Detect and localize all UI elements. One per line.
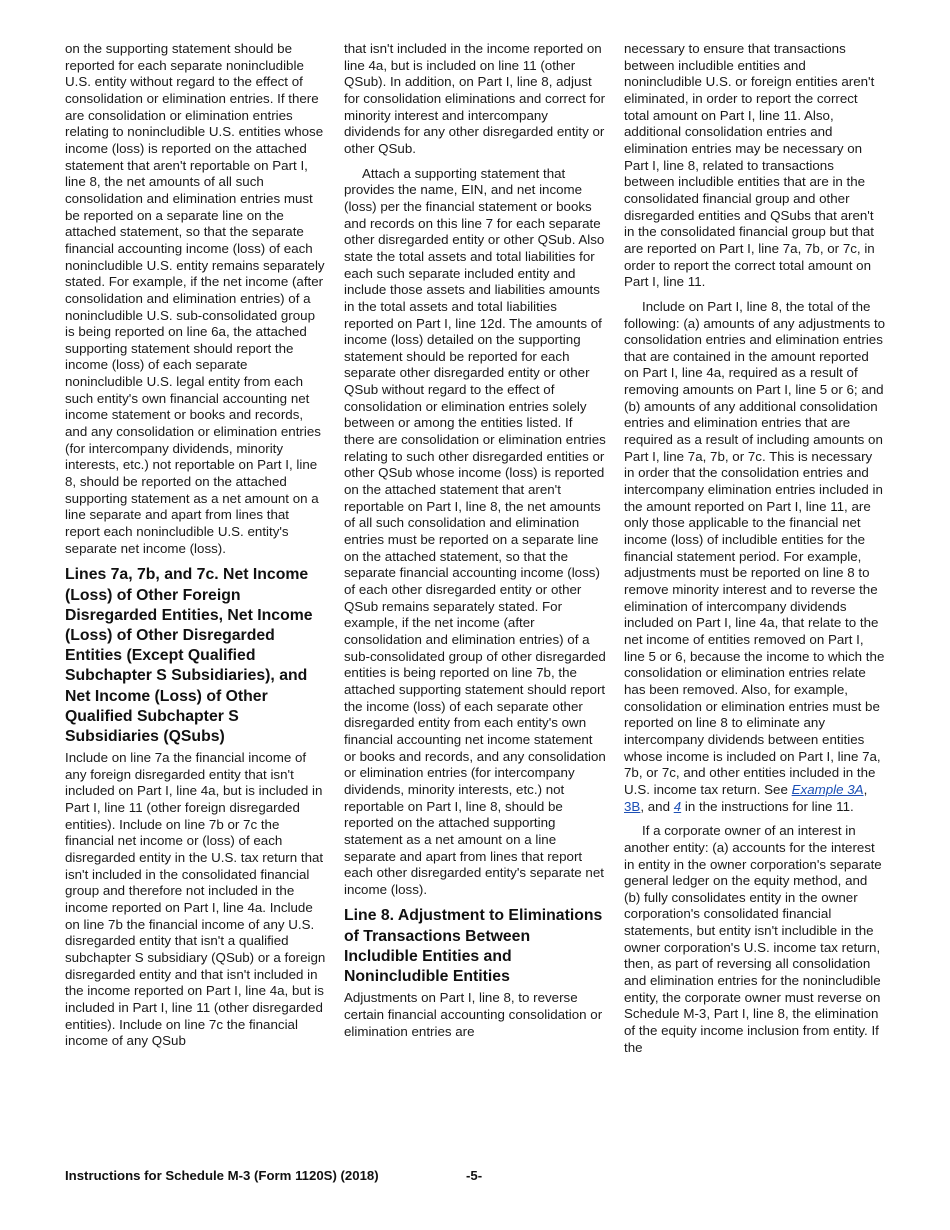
separator: , [863, 781, 868, 797]
page-number: -5- [466, 1168, 483, 1183]
paragraph-with-links [624, 299, 886, 815]
section-heading-lines-7a-7b-7c: Lines 7a, 7b, and 7c. Net Income (Loss) of Other Foreign Disregarded Entities, Net Income (Loss) of Other Disregarded Entities (Except Qualified Subchapter S Subsidiaries), and Net Income (Loss) of Other Qualified Subchapter S Subsidiaries (QSubs) [65, 566, 313, 745]
paragraph: Include on line 7a the financial income of any foreign disregarded entity that isn't included on Part I, line 4a, but is included in Part I, line 11 (other foreign disregarded entities). Include on line 7b or 7c the financial net income or (loss) of each disregarded entity in the U.S. tax return that isn't included in the consolidated financial group and therefore not included in the income reported on Part I, line 4a. Include on line 7b the financial income of any U.S. disregarded entity that isn't a qualified subchapter S subsidiary (QSub) or a foreign disregarded entity and that isn't included in the income reported on Part I, line 4a, but is included in Part I, line 11 (other disregarded entities). Include on line 7c the financial income of any QSub [65, 750, 326, 1049]
separator: , and [640, 798, 674, 814]
column-left [65, 41, 327, 1058]
column-right [624, 41, 886, 1064]
paragraph: Adjustments on Part I, line 8, to reverse certain financial accounting consolidation or elimination entries are [344, 990, 603, 1039]
example-4-link[interactable]: 4 [673, 798, 682, 814]
paragraph-text: Include on Part I, line 8, the total of the following: (a) amounts of any adjustments to consolidation entries and elimination entries that are contained in the amount reported on Part I, line 4a, required as a result of removing amounts on Part I, line 5 or 6; and (b) amounts of any additional consolidation entries and elimination entries that are required as a result of including amounts on Part I, line 7a, 7b, or 7c. This is necessary in order that the consolidation entries and intercompany elimination entries included in the amount reported on Part I, line 11, are only those applicable to the financial net income (loss) of includible entities for the financial statement period. For example, adjustments must be reported on line 8 to remove minority interest and to reverse the elimination of intercompany dividends included on Part I, line 4a, that relate to the net income of entities removed on Part I, line 5 or 6, because the income to which the consolidation or elimination entries relate has been removed. Also, for example, consolidation or elimination entries must be reported on line 8 to eliminate any intercompany dividends between entities whose income is included on Part I, line 7a, 7b, or 7c, and other entities included in the U.S. income tax return. See [624, 298, 886, 797]
footer-title: Instructions for Schedule M-3 (Form 1120S) (2018) [65, 1168, 379, 1183]
section-heading-line-8: Line 8. Adjustment to Eliminations of Transactions Between Includible Entities and Nonincludible Entities [344, 907, 603, 986]
example-3a-link[interactable]: Example 3A [791, 781, 864, 797]
paragraph: that isn't included in the income reported on line 4a, but is included on line 11 (other QSub). In addition, on Part I, line 8, adjust for consolidation eliminations and correct for minority interest and intercompany dividends for any other disregarded entity or other QSub. [344, 41, 606, 156]
paragraph-text: in the instructions for line 11. [681, 798, 854, 814]
example-3b-link[interactable]: 3B [624, 798, 641, 814]
column-middle [344, 41, 606, 1048]
paragraph: on the supporting statement should be reported for each separate nonincludible U.S. entity without regard to the effect of consolidation or elimination entries. If there are consolidation or elimination entries relating to nonincludible U.S. entities whose income (loss) is reported on the attached statement that aren't reportable on Part I, line 8, the net amounts of all such consolidation and elimination entries must be reported on a separate line on the attached statement, so that the separate financial accounting income (loss) of each nonincludible U.S. entity remains separately stated. For example, if the net income (after consolidation and elimination entries) of a nonincludible U.S. sub-consolidated group is being reported on line 6a, the attached supporting statement should report the income (loss) of each separate nonincludible U.S. legal entity from each such entity's own financial accounting net income statement or books and records, and any consolidation or elimination entries (for intercompany dividends, minority interests, etc.) not reportable on Part I, line 8, should be reported on the attached supporting statement as a net amount on a line separate and apart from lines that report each nonincludible U.S. entity's separate net income (loss). [65, 41, 325, 556]
paragraph: Attach a supporting statement that provides the name, EIN, and net income (loss) per the financial statement or books and records on this line 7 for each separate other disregarded entity or other QSub. Also state the total assets and total liabilities for each such separate included entity and include those assets and liabilities amounts in the total assets and total liabilities reported on Part I, line 12d. The amounts of income (loss) detailed on the supporting statement should be reported for each separate other disregarded entity or other QSub without regard to the effect of consolidation or elimination entries solely between or among the entities listed. If there are consolidation or elimination entries relating to such other disregarded entities or other QSub whose income (loss) is reported on the attached statement that aren't reportable on Part I, line 8, the net amounts of all such consolidation and elimination entries must be reported on a separate line on the attached statement, so that the separate financial accounting income (loss) of each other disregarded entity or other QSub remains separately stated. For example, if the net income (after consolidation and elimination entries) of a sub-consolidated group of other disregarded entities is being reported on line 7b, the attached supporting statement should report the income (loss) of each separate other disregarded entity from each entity's own financial accounting net income statement or books and records, and any consolidation or elimination entries (for intercompany dividends, minority interests, etc.) not reportable on Part I, line 8, should be reported on the attached supporting statement as a net amount on a line separate and apart from lines that report each other disregarded entity's separate net income (loss). [344, 165, 606, 897]
paragraph: necessary to ensure that transactions between includible entities and nonincludible U.S. or foreign entities aren't eliminated, in order to report the correct total amount on Part I, line 11. Also, additional consolidation entries and elimination entries may be necessary on Part I, line 8, related to transactions between includible entities that are in the consolidated financial group and other disregarded entities and QSubs that aren't in the consolidated financial group but that are reported on Part I, line 7a, 7b, or 7c, in order to report the correct total amount on Part I, line 11. [624, 41, 875, 290]
paragraph: If a corporate owner of an interest in another entity: (a) accounts for the interest in entity in the owner corporation's separate general ledger on the equity method, and (b) fully consolidates entity in the owner corporation's consolidated financial statements, but entity isn't includible in the owner corporation's U.S. income tax return, then, as part of reversing all consolidation and elimination entries for the nonincludible entity, the corporate owner must reverse on Schedule M-3, Part I, line 8, the elimination of the equity income inclusion from entity. If the [624, 823, 882, 1055]
